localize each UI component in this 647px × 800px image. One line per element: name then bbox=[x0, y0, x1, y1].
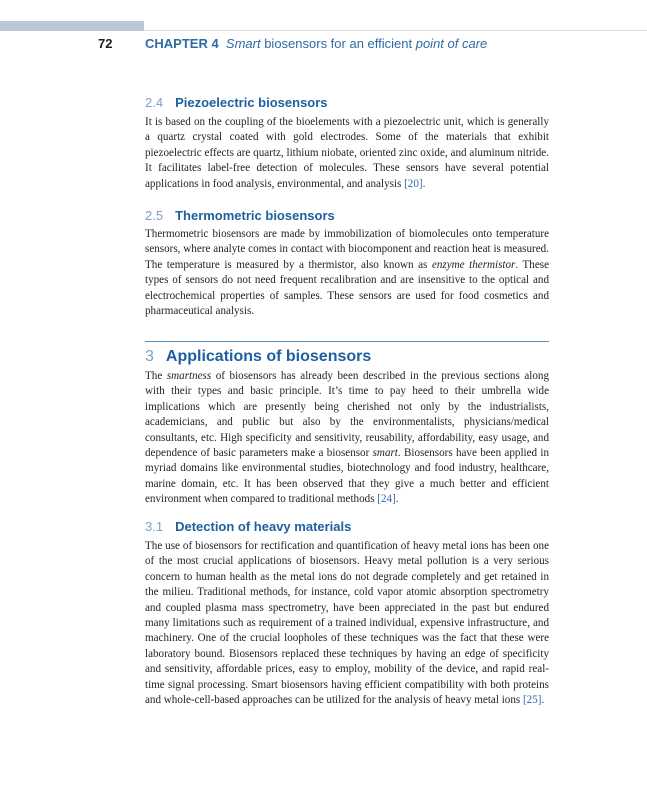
citation-link[interactable]: [24] bbox=[377, 493, 396, 506]
running-head bbox=[145, 36, 487, 51]
running-title-smart: Smart bbox=[225, 36, 261, 51]
page-number: 72 bbox=[98, 36, 113, 51]
header-rule bbox=[144, 30, 647, 31]
term-enzyme-thermistor: enzyme thermistor bbox=[431, 258, 516, 271]
section-number: 3 bbox=[145, 348, 154, 365]
section-title: Detection of heavy materials bbox=[175, 519, 352, 534]
section-rule bbox=[145, 341, 549, 342]
paragraph-text: of biosensors has already been described in the previous sections along with their types and basic principle. It’s time to pay heed to their umbrella wide implications which are presently being cherished not only by the industrialists, academicians, and public but also by the environmentalists, physicians/medical consultants, etc. High specificity and sensitivity, reusability, affordability, easy usage, and dependence of basic parameters make a biosensor bbox=[145, 370, 549, 460]
section-title: Piezoelectric biosensors bbox=[175, 95, 328, 110]
section-title: Thermometric biosensors bbox=[175, 208, 335, 223]
section-heading-2-5 bbox=[145, 208, 335, 223]
paragraph-applications bbox=[145, 369, 549, 508]
paragraph-text: . Biosensors have been applied in myriad domains like environmental studies, biotechnology and food industry, healthcare, marine domain, etc. It has been observed that they give a much better and efficient environment when compared to traditional methods bbox=[145, 447, 550, 506]
chapter-label: CHAPTER 4 bbox=[145, 36, 219, 51]
paragraph-text: Thermometric biosensors are made by immobilization of biomolecules onto temperature sensors, where analyte comes in contact with biocomponent and reaction heat is measured. The temperature is measured by a thermistor, also known as bbox=[145, 228, 549, 271]
paragraph-end: . bbox=[541, 694, 545, 707]
running-title-poc: point of care bbox=[415, 36, 488, 51]
paragraph-thermometric bbox=[145, 227, 549, 319]
paragraph-heavy-materials bbox=[145, 539, 549, 708]
paragraph-piezoelectric bbox=[145, 115, 549, 192]
paragraph-text: It is based on the coupling of the bioelements with a piezoelectric unit, which is generally a quartz crystal coated with gold electrodes. Some of the materials that exhibit piezoelectric effects are quartz, lithium niobate, oriented zinc oxide, and aluminum nitride. It facilitates label-free detection of molecules. These sensors have several potential applications in food analysis, environmental, and analysis bbox=[145, 116, 549, 190]
paragraph-end: . bbox=[422, 177, 426, 190]
section-heading-2-4 bbox=[145, 95, 328, 110]
paragraph-text: The bbox=[145, 370, 167, 382]
section-number: 3.1 bbox=[145, 519, 164, 534]
section-title: Applications of biosensors bbox=[165, 348, 372, 365]
paragraph-text: . These types of sensors do not need frequent recalibration and are insensitive to the optical and electrochemical properties of samples. These sensors are used for food cosmetics and pharmaceutical analysis. bbox=[145, 258, 549, 318]
section-number: 2.4 bbox=[145, 95, 164, 110]
section-heading-3-1 bbox=[145, 519, 351, 534]
header-accent-bar bbox=[0, 21, 144, 31]
paragraph-end: . bbox=[395, 493, 399, 506]
term-smart: smart bbox=[372, 447, 398, 460]
term-smartness: smartness bbox=[166, 370, 212, 382]
citation-link[interactable]: [20] bbox=[404, 177, 423, 190]
section-number: 2.5 bbox=[145, 208, 164, 223]
section-heading-3 bbox=[145, 348, 371, 366]
paragraph-text: The use of biosensors for rectification and quantification of heavy metal ions has been one of the most crucial applications of biosensors. Heavy metal pollution is a very serious concern to human health as the metal ions do not degrade completely and get retained in the milieu. Traditional methods, for instance, cold vapor atomic absorption spectrometry and coupled plasma mass spectrometry, have been appreciated in the past but endured many limitations such as requirement of a trained individual, expensive infrastructure, and machinery. One of the crucial loopholes of these techniques was the fact that these were laboratory bound. Biosensors replaced these techniques by having an edge of specificity and sensitivity, affordable prices, easy to employ, mobility of the device, and rapid real-time signal processing. Smart biosensors having efficient compatibility with both proteins and whole-cell-based approaches can be utilized for the analysis of heavy metal ions bbox=[145, 540, 549, 707]
running-title-mid: biosensors for an efficient bbox=[260, 36, 416, 51]
citation-link[interactable]: [25] bbox=[522, 694, 542, 707]
